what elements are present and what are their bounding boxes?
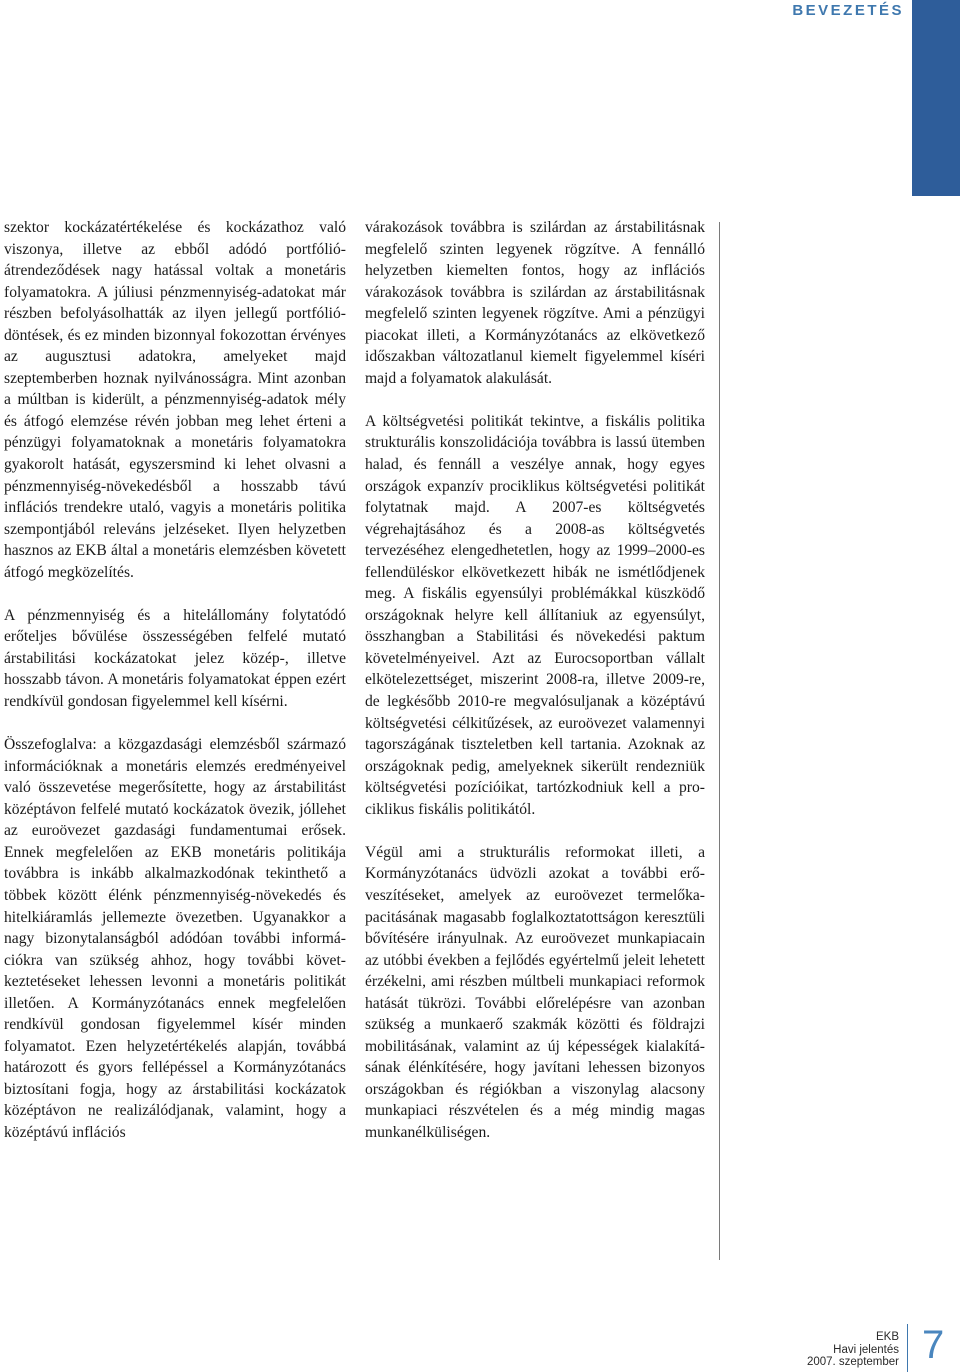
left-paragraph-2: A pénzmennyiség és a hitelállomány folytatódó erőteljes bővülése összességében felfelé mutató árstabilitási kockázatokat jelez közép-, illetve hosszabb távon. A monetáris folyamatokat éppen ezért rendkívül gondosan figyelemmel kell kísérni. bbox=[4, 606, 346, 711]
left-paragraph-1: szektor kockázatértékelése és kockázathoz való viszonya, illetve az ebből adódó portfólióátrendeződések nagy hatással voltak a monetáris folyamatokra. A júliusi pénzmennyiség-adatokat már részben befolyásolhatták az ilyen jellegű portfóliódöntések, és ez minden bizonnyal fokozottan érvényes az augusztusi adatokra, amelyeket majd szeptemberben hoznak nyilvánosságra. Mint azonban a múltban is kiderült, a pénzmennyiség-adatok mély és átfogó elemzése révén jobban meg lehet érteni a pénzügyi folyamatoknak a monetáris folyamatokra gyakorolt hatását, egyszersmind ki lehet olvasni a pénzmennyiség-növekedésből a hosszabb távú inflációs trendekre utaló, vagyis a monetáris politika szempontjából releváns jelzéseket. Ilyen helyzetben hasznos az EKB által a monetáris elemzésben követett átfogó megközelítés. bbox=[4, 219, 346, 581]
section-color-bar bbox=[912, 0, 960, 196]
footer-issue: 2007. szeptember bbox=[806, 1356, 899, 1368]
left-paragraph-3: Összefoglalva: a közgazdasági elemzésből származó információknak a monetáris elemzés eredményeivel való összevetése megerősítette, hogy az árstabilitást középtávon felfelé mutató kockázatok övezik, jóllehet az euroövezet gazdasági fundamentumai erősek. Ennek megfelelően az EKB monetáris politikája továbbra is inkább alkalmazkodónak tekinthető a többek között élénk pénzmennyiség-növekedés és hitelkiáramlás jellemezte övezetben. Ugyanakkor a nagy bizonytalanságból adódóan további információkra van szükség ahhoz, hogy további következtetéseket lehessen levonni a monetáris politikát illetően. A Kormányzótanács ennek megfelelően rendkívül gondosan figyelemmel kísér minden folyamatot. Ezen helyzetértékelés alapján, továbbá határozott és gyors fellépéssel a Kormányzótanács biztosítani fogja, hogy az árstabilitási kockázatok középtávon ne realizálódjanak, valamint, hogy a középtávú inflációs bbox=[4, 736, 346, 1141]
right-text-column bbox=[365, 217, 705, 1165]
right-paragraph-3: Végül ami a strukturális reformokat illeti, a Kormányzótanács üdvözli azokat a további erőveszítéseket, amelyek az euroövezet termelőkapacitásának magasabb foglalkoztatottságon keresztüli bővítésére irányulnak. Az euroövezet munkapiacain az utóbbi években a fejlődés egyértelmű jeleit lehetett érzékelni, ami részben múltbeli munkapiaci reformok hatását tükrözi. További előrelépésre van azonban szükség a munkaerő szakmák közötti és földrajzi mobilitásának, valamint az új képességek kialakításának élénkítésére, hogy javítani lehessen bizonyos országokban és régiókban a viszonylag alacsony munkapiaci részvételen és a még mindig magas munkanélküliségen. bbox=[365, 843, 705, 1141]
footer-publisher: EKB bbox=[875, 1331, 899, 1343]
page-number: 7 bbox=[922, 1323, 945, 1367]
section-title: BEVEZETÉS bbox=[792, 2, 904, 19]
page-footer bbox=[807, 1320, 960, 1371]
column-divider bbox=[719, 222, 720, 1260]
footer-publication-info bbox=[807, 1331, 907, 1369]
right-paragraph-2: A költségvetési politikát tekintve, a fiskális politika strukturális konszolidációja továbbra is lassú ütemben halad, és fennáll a veszélye annak, hogy egyes országok expanzív prociklikus költségvetési politikát folytatnak majd. A 2007-es költségvetés végrehajtásához és a 2008-as költségvetés tervezéséhez elengedhetetlen, hogy az 1999–2000-es fellendüléskor elkövetkezett hibák ne ismétlődjenek meg. A fiskális egyensúlyi problémákkal küszködő országoknak helyre kell állítaniuk az egyensúlyt, összhangban a Stabilitási és növekedési paktum követelményeivel. Azt az Eurocsoportban vállalt elkötelezettséget, miszerint 2008-ra, illetve 2009-re, de legkésőbb 2010-re megvalósuljanak a középtávú költségvetési célkitűzések, az euroövezet valamennyi tagországának tiszteletben kell tartania. Azoknak az országoknak pedig, amelyeknek sikerült rendezniük költségvetési pozícióikat, tartózkodniuk kell a prociklikus fiskális politikától. bbox=[365, 412, 705, 818]
footer-publication: Havi jelentés bbox=[833, 1343, 899, 1356]
left-text-column bbox=[4, 217, 346, 1165]
right-paragraph-1: várakozások továbbra is szilárdan az árstabilitásnak megfelelő szinten legyenek rögzítve. A fennálló helyzetben kiemelten fontos, hogy az inflációs várakozások továbbra is szilárdan az árstabilitásnak megfelelő szinten legyenek rögzítve. Ami a pénzügyi piacokat illeti, a Kormányzótanács az elkövetkező időszakban változatlanul kiemelt figyelemmel kíséri majd a folyamatok alakulását. bbox=[365, 219, 705, 387]
